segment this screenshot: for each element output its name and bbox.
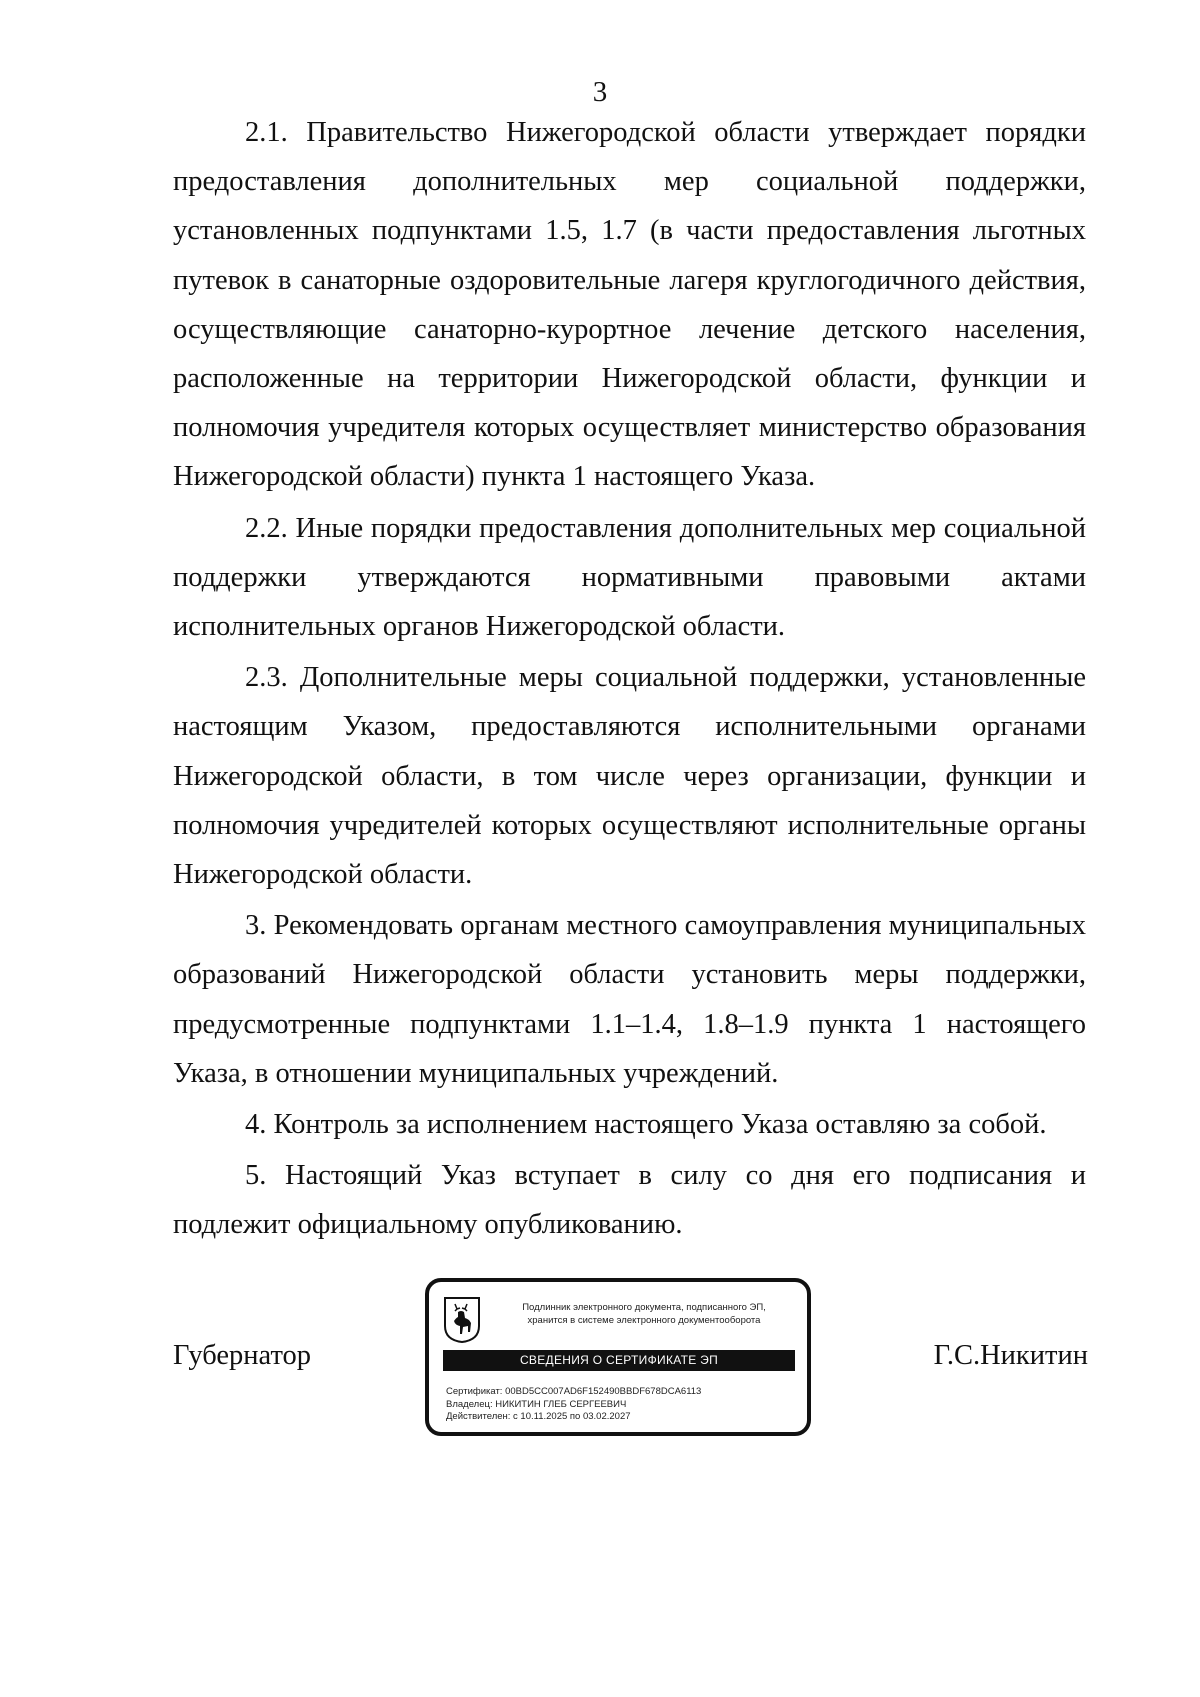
stamp-header bbox=[489, 1301, 799, 1327]
paragraph-5: 5. Настоящий Указ вступает в силу со дня его подписания и подлежит официальному опубликованию. bbox=[173, 1160, 1086, 1241]
paragraph-2-2: 2.2. Иные порядки предоставления дополнительных мер социальной поддержки утверждаются нормативными правовыми актами исполнительных органов Нижегородской области. bbox=[173, 512, 1086, 643]
electronic-signature-stamp bbox=[425, 1278, 811, 1436]
certificate-details bbox=[446, 1386, 796, 1424]
paragraph-4: 4. Контроль за исполнением настоящего Указа оставляю за собой. bbox=[245, 1109, 1047, 1141]
paragraph-2-1: 2.1. Правительство Нижегородской области утверждает порядки предоставления дополнительных мер социальной поддержки, установленных подпунктами 1.5, 1.7 (в части предоставления льготных путевок в санаторные оздоровительные лагеря круглогодичного действия, осуществляющие санаторно-курортное лечение детского населения, расположенные на территории Нижегородской области, функции и полномочия учредителя которых осуществляет министерство образования Нижегородской области) пункта 1 настоящего Указа. bbox=[173, 117, 1086, 493]
signatory-name: Г.С.Никитин bbox=[933, 1340, 1088, 1371]
stamp-header-line-2: хранится в системе электронного документооборота bbox=[527, 1315, 761, 1326]
paragraph-2-3: 2.3. Дополнительные меры социальной поддержки, установленные настоящим Указом, предоставляются исполнительными органами Нижегородской области, в том числе через организации, функции и полномочия учредителей которых осуществляют исполнительные органы Нижегородской области. bbox=[173, 662, 1086, 891]
page-number: 3 bbox=[592, 76, 608, 108]
signatory-position: Губернатор bbox=[173, 1340, 312, 1371]
paragraph-3: 3. Рекомендовать органам местного самоуправления муниципальных образований Нижегородской области установить меры поддержки, предусмотренные подпунктами 1.1–1.4, 1.8–1.9 пункта 1 настоящего Указа, в отношении муниципальных учреждений. bbox=[173, 910, 1086, 1089]
certificate-info-bar: СВЕДЕНИЯ О СЕРТИФИКАТЕ ЭП bbox=[443, 1350, 795, 1371]
certificate-serial: Сертификат: 00BD5CC007AD6F152490BBDF678DCA6113 bbox=[446, 1386, 702, 1397]
stamp-header-line-1: Подлинник электронного документа, подписанного ЭП, bbox=[522, 1302, 766, 1313]
certificate-owner: Владелец: НИКИТИН ГЛЕБ СЕРГЕЕВИЧ bbox=[446, 1398, 627, 1410]
deer-emblem-icon bbox=[443, 1296, 481, 1344]
certificate-validity: Действителен: с 10.11.2025 по 03.02.2027 bbox=[446, 1411, 631, 1422]
document-body bbox=[173, 108, 1086, 1250]
